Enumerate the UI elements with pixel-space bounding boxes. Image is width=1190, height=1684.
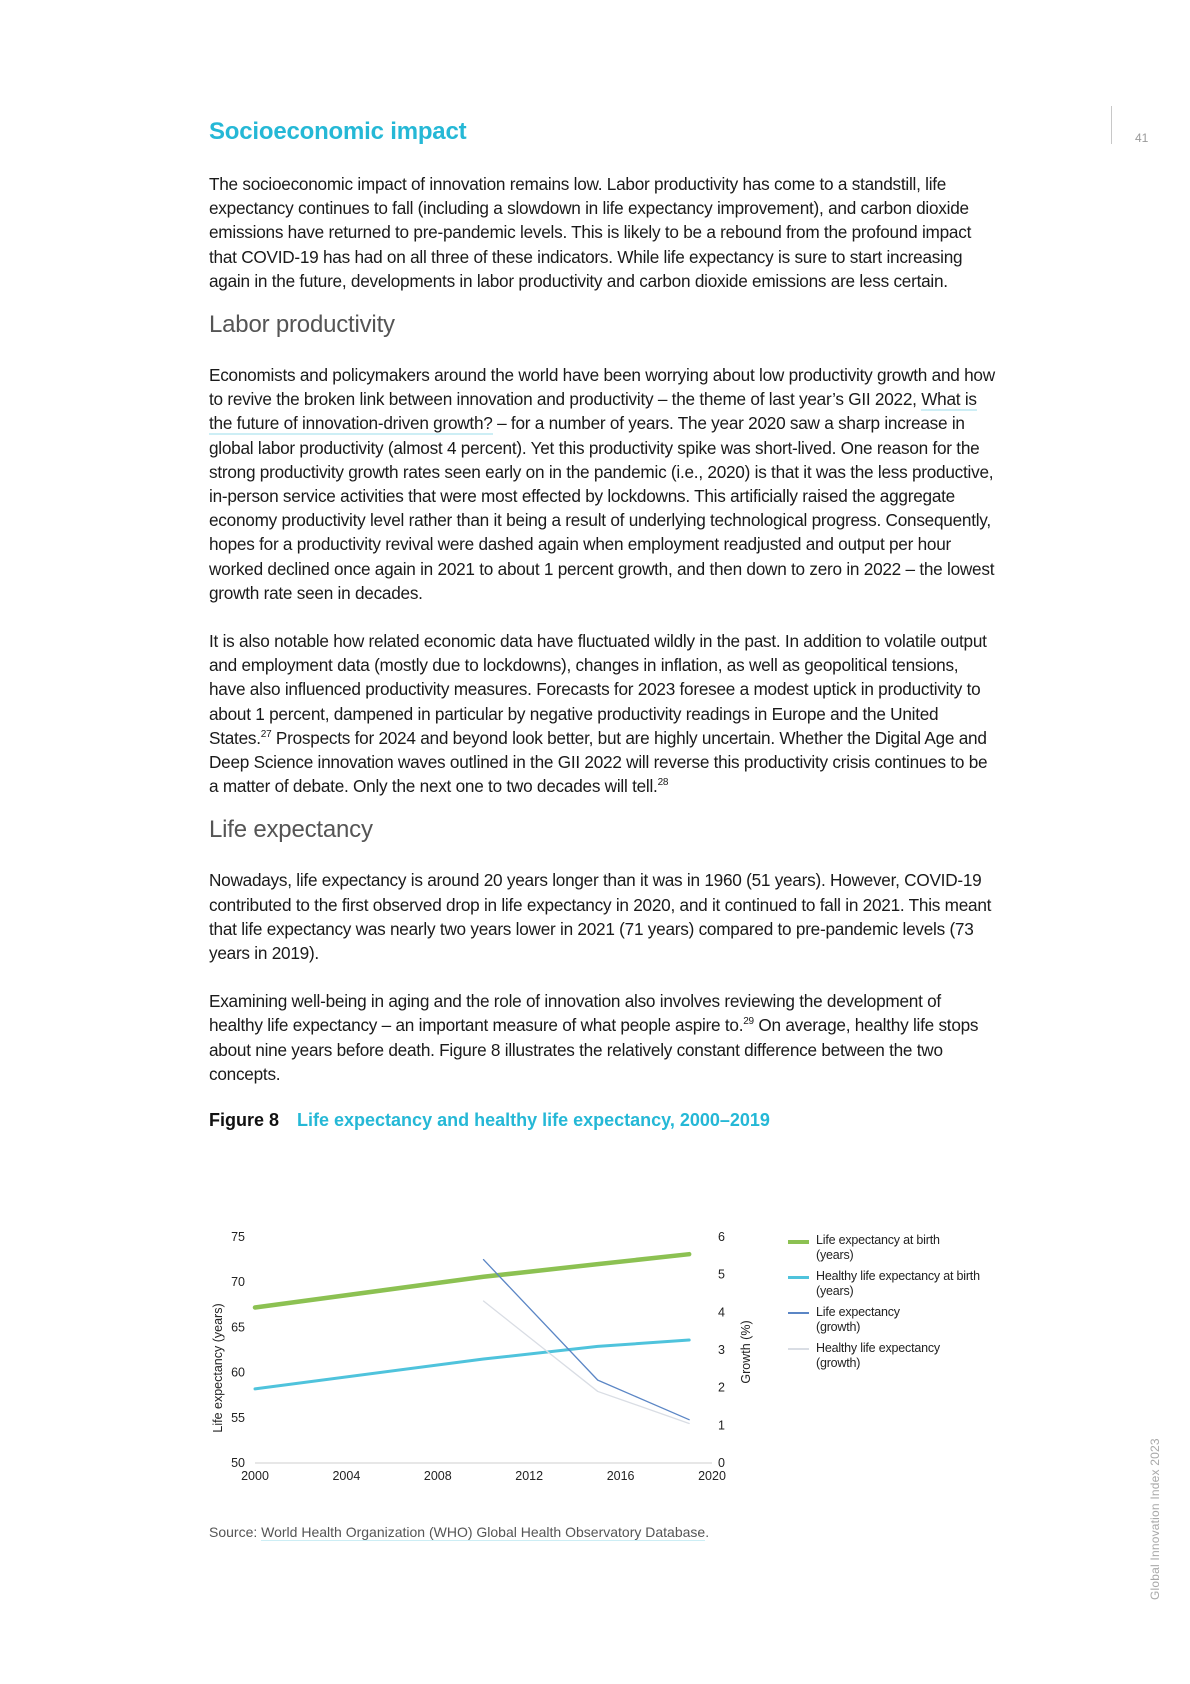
y-tick-label: 75 [231, 1230, 245, 1244]
legend-label: Healthy life expectancy at birth (years) [816, 1269, 980, 1298]
y-tick-label: 55 [231, 1410, 245, 1425]
x-tick-label: 2016 [606, 1469, 635, 1483]
x-tick-label: 2008 [423, 1469, 452, 1483]
y-tick-label: 65 [231, 1320, 245, 1335]
y-tick-label: 50 [231, 1456, 245, 1470]
legend-swatch-icon [788, 1348, 809, 1350]
y2-tick-label: 5 [718, 1267, 725, 1282]
section-title: Socioeconomic impact [209, 118, 467, 145]
series-line-0 [255, 1254, 689, 1307]
figure-8-chart [200, 1225, 1000, 1505]
legend-item [788, 1233, 1008, 1263]
legend-item [788, 1305, 1008, 1335]
header-rule [1111, 106, 1112, 144]
legend-item [788, 1269, 1008, 1299]
legend-label: Life expectancy (growth) [816, 1305, 900, 1334]
series-line-1 [255, 1340, 689, 1389]
running-title: Global Innovation Index 2023 [1148, 1438, 1162, 1600]
gii-2022-link[interactable]: What is the future of innovation-driven growth? [209, 389, 977, 434]
x-tick-label: 2000 [241, 1469, 269, 1483]
figure-title: Figure 8 Life expectancy and healthy life expectancy, 2000–2019 [209, 1110, 770, 1131]
series-line-2 [484, 1260, 690, 1420]
life-paragraph-2: Examining well-being in aging and the role of innovation also involves reviewing the development of healthy life expectancy – an important measure of what people aspire to.$^{29}$ On average, healthy life stops about nine years before death. Figure 8 illustrates the relatively constant difference between the two concepts. [209, 991, 979, 1084]
y-tick-label: 60 [231, 1365, 245, 1380]
y2-tick-label: 4 [718, 1305, 725, 1320]
legend-swatch-icon [788, 1312, 809, 1314]
y2-tick-label: 3 [718, 1343, 725, 1357]
footnote-28[interactable]: 28 [657, 777, 669, 789]
footnote-29[interactable]: 29 [743, 1016, 754, 1028]
y2-tick-label: 0 [718, 1456, 725, 1470]
page-number: 41 [1135, 131, 1149, 145]
legend-label: Life expectancy at birth (years) [816, 1233, 940, 1262]
life-expectancy-heading: Life expectancy [209, 816, 373, 844]
labor-paragraph-1: Economists and policymakers around the world have been worrying about low productivity growth and how to revive the broken link between innovation and productivity – the theme of last year’s GII 2022, What is the future of innovation-driven growth? – for a number of years. The year 2020 saw a sharp increase in global labor productivity (almost 4 percent). Yet this productivity spike was short-lived. One reason for the strong productivity growth rates seen early on in the pandemic (i.e., 2020) is that it was the less productive, in-person service activities that were most effected by lockdowns. This artificially raised the aggregate economy productivity level rather than it being a result of underlying technological progress. Consequently, hopes for a productivity revival were dashed again when employment readjusted and output per hour worked declined once again in 2021 to about 1 percent growth, and then down to zero in 2022 – the lowest growth rate seen in decades. [209, 365, 995, 603]
who-database-link[interactable]: World Health Organization (WHO) Global Health Observatory Database [261, 1524, 706, 1540]
y2-axis-label: Growth (%) [739, 1320, 753, 1384]
y-tick-label: 70 [231, 1275, 245, 1290]
y2-tick-label: 1 [718, 1418, 725, 1433]
labor-paragraph-2: It is also notable how related economic data have fluctuated wildly in the past. In addition to volatile output and employment data (mostly due to lockdowns), changes in inflation, as well as geopolitical tensions, have also influenced productivity measures. Forecasts for 2023 foresee a modest uptick in productivity to about 1 percent, dampened in particular by negative productivity readings in Europe and the United States.$^{27}$ Prospects for 2024 and beyond look better, but are highly uncertain. Whether the Digital Age and Deep Science innovation waves outlined in the GII 2022 will reverse this productivity crisis continues to be a matter of debate. Only the next one to two decades will tell.$^{28}$ [209, 631, 988, 797]
y2-tick-label: 2 [718, 1380, 725, 1395]
x-tick-label: 2012 [515, 1469, 544, 1483]
legend-swatch-icon [788, 1240, 809, 1244]
labor-productivity-heading: Labor productivity [209, 311, 395, 339]
legend-label: Healthy life expectancy (growth) [816, 1341, 940, 1370]
legend-item [788, 1341, 1008, 1371]
footnote-27[interactable]: 27 [260, 728, 272, 740]
figure-source: Source: World Health Organization (WHO) Global Health Observatory Database. [209, 1524, 710, 1540]
life-paragraph-1: Nowadays, life expectancy is around 20 years longer than it was in 1960 (51 years). However, COVID-19 contributed to the first observed drop in life expectancy in 2020, and it continued to fall in 2021. This meant that life expectancy was nearly two years lower in 2021 (71 years) compared to pre-pandemic levels (73 years in 2019). [209, 870, 992, 964]
x-tick-label: 2004 [332, 1469, 361, 1483]
chart-legend [788, 1233, 1008, 1377]
main-content [209, 118, 999, 1131]
series-line-3 [484, 1301, 690, 1423]
y-axis-label: Life expectancy (years) [211, 1303, 225, 1433]
legend-swatch-icon [788, 1276, 809, 1279]
y2-tick-label: 6 [718, 1230, 725, 1244]
intro-paragraph: The socioeconomic impact of innovation remains low. Labor productivity has come to a standstill, life expectancy continues to fall (including a slowdown in life expectancy improvement), and carbon dioxide emissions have returned to pre-pandemic levels. This is likely to be a rebound from the profound impact that COVID-19 has had on all three of these indicators. While life expectancy is sure to start increasing again in the future, developments in labor productivity and carbon dioxide emissions are less certain. [209, 174, 972, 291]
x-tick-label: 2020 [698, 1469, 726, 1483]
